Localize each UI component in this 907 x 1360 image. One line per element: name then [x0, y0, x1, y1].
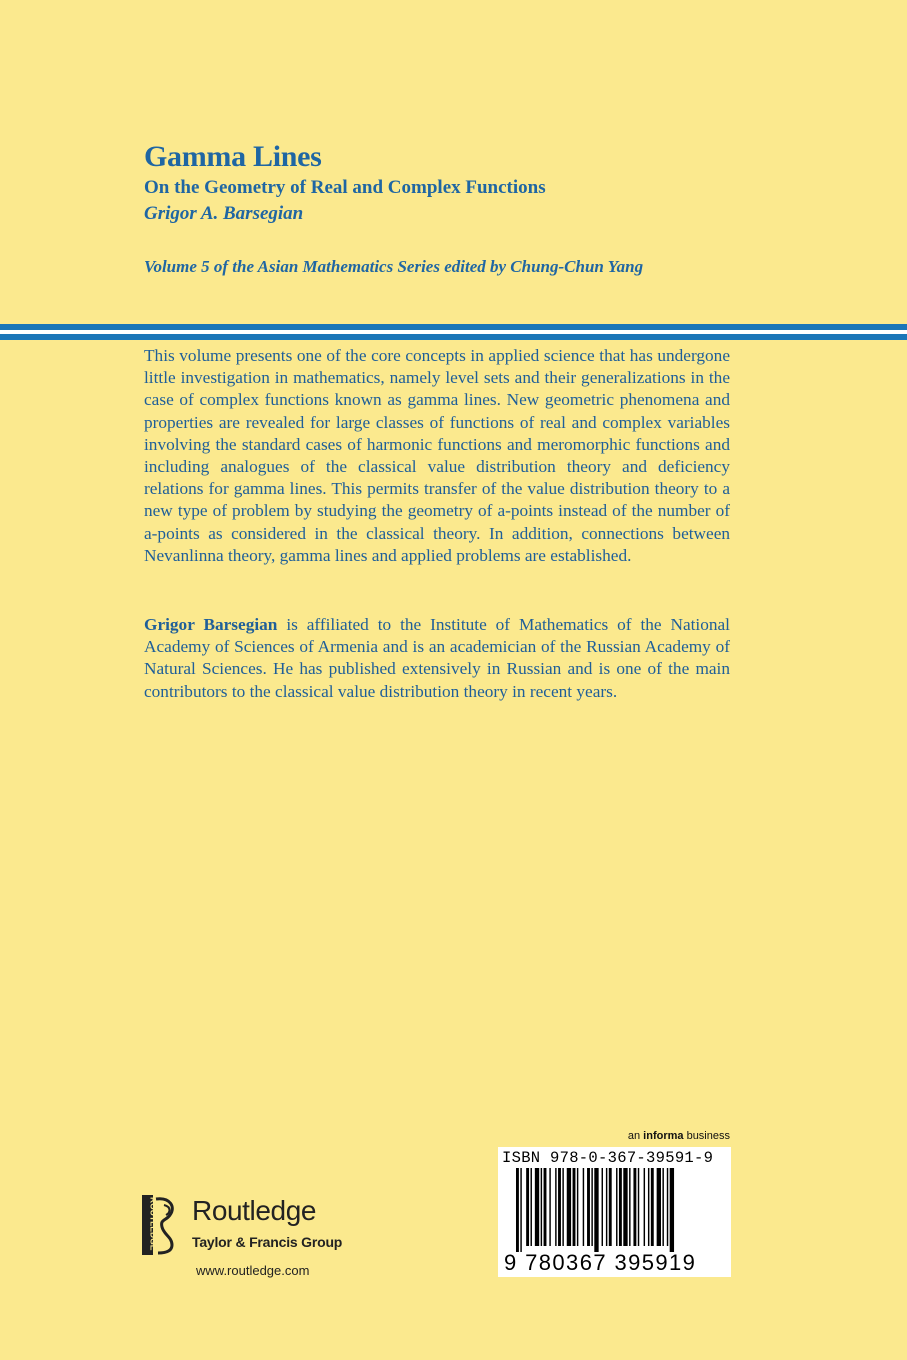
book-description: This volume presents one of the core concepts in applied science that has undergone little investigation in mathematics, namely level sets and their generalizations in the case of complex functions known as gamma lines. New geometric phenomena and properties are revealed for large classes of functions of real and complex variables involving the standard cases of harmonic functions and meromorphic functions and including analogues of the classical value distribution theory and deficiency relations for gamma lines. This permits transfer of the value distribution theory to a new type of problem by studying the geometry of a-points instead of the number of a-points as considered in the classical theory. In addition, connections between Nevanlinna theory, gamma lines and applied problems are established.	[144, 346, 730, 565]
barcode-bar	[516, 1168, 519, 1252]
ean-digits: 9 780367 395919	[504, 1250, 697, 1275]
author-bio	[144, 614, 730, 703]
book-subtitle: On the Geometry of Real and Complex Functions	[144, 177, 546, 198]
barcode-bar	[638, 1168, 639, 1246]
barcode-bar	[616, 1168, 617, 1246]
barcode-bar	[544, 1168, 547, 1246]
series-note: Volume 5 of the Asian Mathematics Series edited by Chung-Chun Yang	[144, 257, 644, 276]
barcode-bar	[520, 1168, 521, 1252]
barcode-bar	[567, 1168, 571, 1246]
barcode-bar	[662, 1168, 663, 1246]
barcode-bar	[535, 1168, 539, 1246]
informa-tagline	[628, 1130, 730, 1142]
informa-suffix: business	[683, 1130, 730, 1142]
barcode-bar	[633, 1168, 636, 1246]
barcode-bar	[648, 1168, 649, 1246]
barcode-bar	[667, 1168, 668, 1246]
author-bio-text: is affiliated to the Institute of Mathematics of the National Academy of Sciences of Armenia and is an academician of the Russian Academy of Natural Sciences. He has published extensively in Russian and is one of the main contributors to the classical value distribution theory in recent years.	[144, 615, 730, 701]
routledge-logo-icon	[142, 1195, 182, 1255]
barcode-bar	[609, 1168, 612, 1246]
book-title: Gamma Lines	[144, 140, 322, 173]
barcode-bar	[606, 1168, 607, 1246]
isbn-label: ISBN 978-0-367-39591-9	[502, 1149, 714, 1167]
barcode-bar	[573, 1168, 576, 1246]
barcode-bar	[558, 1168, 561, 1246]
barcode-bar	[619, 1168, 622, 1246]
barcode-bar	[587, 1168, 590, 1246]
barcode-bars-icon	[516, 1168, 722, 1252]
barcode-bar	[577, 1168, 578, 1246]
divider-rule-bottom	[0, 334, 907, 340]
barcode-bar	[644, 1168, 645, 1246]
routledge-logo-side-text: ROUTLEDGE	[148, 1197, 159, 1251]
publisher-name: Routledge	[192, 1195, 317, 1226]
publisher-group: Taylor & Francis Group	[192, 1234, 343, 1250]
barcode-bar	[594, 1168, 598, 1252]
barcode-bar	[651, 1168, 654, 1246]
barcode-bar	[562, 1168, 563, 1246]
publisher-website: www.routledge.com	[196, 1263, 310, 1278]
barcode-bar	[629, 1168, 630, 1246]
author-bio-name: Grigor Barsegian	[144, 615, 278, 634]
barcode-bar	[591, 1168, 592, 1246]
barcode-bar	[602, 1168, 603, 1246]
barcode-bar	[541, 1168, 542, 1246]
barcode-bar	[623, 1168, 627, 1246]
barcode-bar	[670, 1168, 674, 1252]
barcode-bar	[531, 1168, 532, 1246]
barcode-bar	[583, 1168, 584, 1246]
informa-brand: informa	[643, 1130, 684, 1142]
barcode-bar	[555, 1168, 556, 1246]
informa-prefix: an	[627, 1130, 644, 1142]
barcode-bar	[549, 1168, 550, 1246]
barcode-bar	[526, 1168, 529, 1246]
barcode-bar	[657, 1168, 661, 1246]
book-author: Grigor A. Barsegian	[144, 203, 304, 224]
